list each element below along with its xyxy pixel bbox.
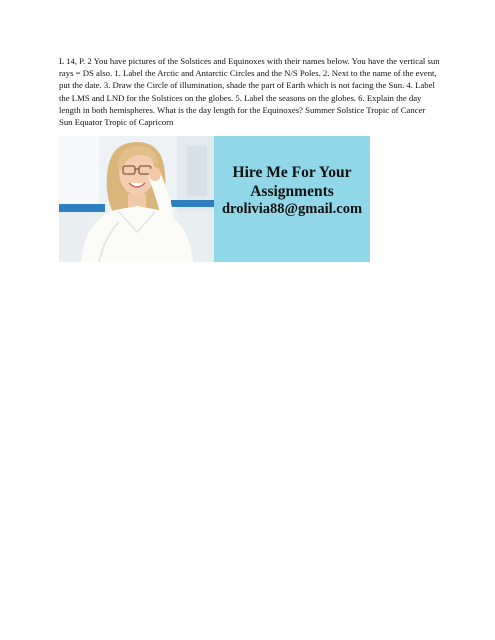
- assignment-text: L 14, P. 2 You have pictures of the Solstices and Equinoxes with their names below. You have the vertical sun rays = DS also. 1. Label the Arctic and Antarctic Circles and the N/S Poles. 2. Next to the name of the event, put the date. 3. Draw the Circle of illumination, shade the part of Earth which is not facing the Sun. 4. Label the LMS and LND for the Solstices on the globes. 5. Label the seasons on the globes. 6. Explain the day length in both hemispheres. What is the day length for the Equinoxes? Summer Solstice Tropic of Cancer Sun Equator Tropic of Capricorn: [59, 56, 440, 128]
- ad-subheadline: Assignments: [250, 183, 334, 200]
- ad-headline: Hire Me For Your: [232, 164, 352, 181]
- woman-photo: [59, 136, 214, 262]
- ad-text-panel[interactable]: [214, 136, 370, 262]
- ad-email[interactable]: drolivia88@gmail.com: [221, 201, 363, 217]
- hire-me-ad-banner[interactable]: [59, 136, 370, 262]
